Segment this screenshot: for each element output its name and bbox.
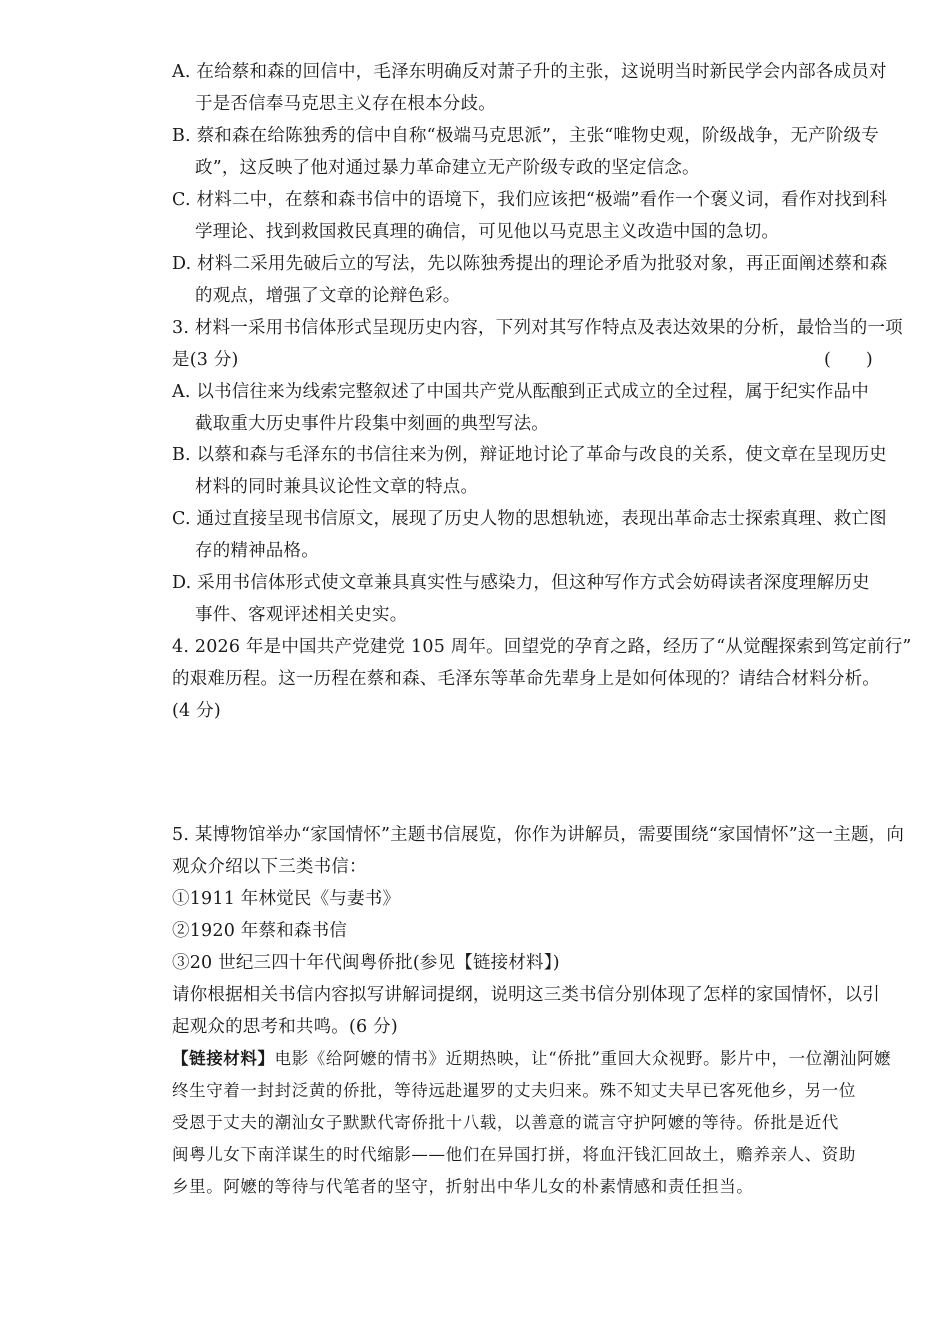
- q2-option-a-line2: 于是否信奉马克思主义存在根本分歧。: [195, 94, 496, 114]
- q5-item-1: ①1911 年林觉民《与妻书》: [172, 889, 401, 909]
- q3-option-d-line1: D. 采用书信体形式使文章兼具真实性与感染力，但这种写作方式会妨碍读者深度理解历史: [172, 573, 870, 593]
- q2-option-d-line2: 的观点，增强了文章的论辩色彩。: [195, 286, 461, 306]
- q3-option-b-line2: 材料的同时兼具议论性文章的特点。: [195, 477, 479, 497]
- q5-stem-line1: 5. 某博物馆举办“家国情怀”主题书信展览，你作为讲解员，需要围绕“家国情怀”这一主题，向: [172, 825, 905, 845]
- q2-option-b-line2: 政”，这反映了他对通过暴力革命建立无产阶级专政的坚定信念。: [195, 158, 700, 178]
- q2-option-a-line1: A. 在给蔡和森的回信中，毛泽东明确反对萧子升的主张，这说明当时新民学会内部各成员对: [172, 62, 887, 82]
- answer-bracket[interactable]: ( ): [824, 350, 873, 370]
- q3-option-a-line1: A. 以书信往来为线索完整叙述了中国共产党从酝酿到正式成立的全过程，属于纪实作品中: [172, 382, 869, 402]
- q2-option-c-line1: C. 材料二中，在蔡和森书信中的语境下，我们应该把“极端”看作一个褒义词，看作对找到科: [172, 190, 888, 210]
- q4-stem-line1: 4. 2026 年是中国共产党建党 105 周年。回望党的孕育之路，经历了“从觉醒探索到笃定前行”: [172, 637, 912, 657]
- link-material-label: 【链接材料】: [172, 1049, 275, 1068]
- q5-item-3: ③20 世纪三四十年代闽粤侨批(参见【链接材料】): [172, 953, 560, 973]
- link-material-line5: 乡里。阿嬷的等待与代笔者的坚守，折射出中华儿女的朴素情感和责任担当。: [172, 1177, 754, 1196]
- q3-stem-line1: 3. 材料一采用书信体形式呈现历史内容，下列对其写作特点及表达效果的分析，最恰当的一项: [172, 318, 903, 338]
- q5-stem-line2: 观众介绍以下三类书信：: [172, 857, 367, 877]
- link-material-text: 电影《给阿嬷的情书》近期热映，让“侨批”重回大众视野。影片中，一位潮汕阿嬷: [274, 1049, 892, 1068]
- q3-option-d-line2: 事件、客观评述相关史实。: [195, 605, 408, 625]
- link-material-line4: 闽粤儿女下南洋谋生的时代缩影——他们在异国打拼，将血汗钱汇回故土，赡养亲人、资助: [172, 1145, 856, 1164]
- q4-stem-line3: (4 分): [172, 701, 221, 721]
- q5-task-line1: 请你根据相关书信内容拟写讲解词提纲，说明这三类书信分别体现了怎样的家国情怀，以引: [172, 985, 880, 1005]
- link-material-line2: 终生守着一封封泛黄的侨批，等待远赴暹罗的丈夫归来。殊不知丈夫早已客死他乡，另一位: [172, 1081, 856, 1100]
- q4-stem-line2: 的艰难历程。这一历程在蔡和森、毛泽东等革命先辈身上是如何体现的？请结合材料分析。: [172, 669, 880, 689]
- q3-option-a-line2: 截取重大历史事件片段集中刻画的典型写法。: [195, 414, 549, 434]
- link-material-line1: [172, 1047, 891, 1071]
- q2-option-c-line2: 学理论、找到救国救民真理的确信，可见他以马克思主义改造中国的急切。: [195, 222, 780, 242]
- q3-option-b-line1: B. 以蔡和森与毛泽东的书信往来为例，辩证地讨论了革命与改良的关系，使文章在呈现历史: [172, 445, 887, 465]
- link-material-line3: 受恩于丈夫的潮汕女子默默代寄侨批十八载，以善意的谎言守护阿嬷的等待。侨批是近代: [172, 1113, 839, 1132]
- q3-option-c-line2: 存的精神品格。: [195, 541, 319, 561]
- q5-item-2: ②1920 年蔡和森书信: [172, 921, 347, 941]
- q5-task-line2: 起观众的思考和共鸣。(6 分): [172, 1017, 398, 1037]
- q3-stem-line2: 是(3 分): [172, 350, 239, 370]
- q3-option-c-line1: C. 通过直接呈现书信原文，展现了历史人物的思想轨迹，表现出革命志士探索真理、救亡图: [172, 509, 887, 529]
- q2-option-d-line1: D. 材料二采用先破后立的写法，先以陈独秀提出的理论矛盾为批驳对象，再正面阐述蔡和森: [172, 254, 888, 274]
- q2-option-b-line1: B. 蔡和森在给陈独秀的信中自称“极端马克思派”，主张“唯物史观，阶级战争，无产阶级专: [172, 126, 879, 146]
